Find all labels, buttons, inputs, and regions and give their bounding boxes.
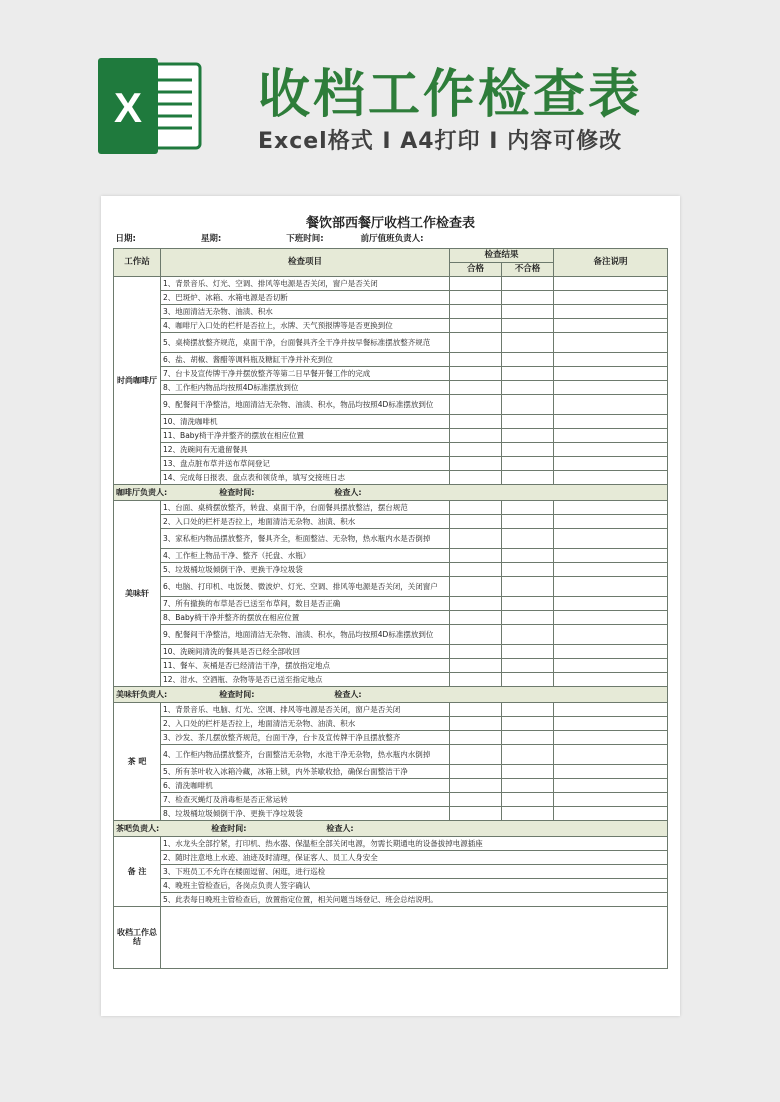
table-row — [114, 456, 668, 470]
fail-cell — [502, 442, 554, 456]
remark-row — [114, 892, 668, 906]
check-item: 1、背景音乐、灯光、空调、排风等电源是否关闭，窗户是否关闭 — [161, 276, 450, 290]
note-cell — [554, 428, 668, 442]
note-cell — [554, 456, 668, 470]
check-item: 6、电脑、打印机、电饭煲、微波炉、灯光、空调、排风等电源是否关闭，关闭窗户 — [161, 576, 450, 596]
document-page — [101, 196, 680, 1016]
summary-row — [114, 906, 668, 968]
note-cell — [554, 442, 668, 456]
table-row — [114, 624, 668, 644]
check-item: 1、背景音乐、电脑、灯光、空调、排风等电源是否关闭，窗户是否关闭 — [161, 702, 450, 716]
subtitle: Excel格式 Ⅰ A4打印 Ⅰ 内容可修改 — [258, 129, 623, 154]
section-footer — [114, 484, 668, 500]
section-footer — [114, 820, 668, 836]
table-row — [114, 290, 668, 304]
pass-cell — [450, 792, 502, 806]
fail-cell — [502, 414, 554, 428]
note-cell — [554, 716, 668, 730]
remark-item: 4、晚班主管检查后，各岗点负责人签字确认 — [161, 878, 668, 892]
check-time-label: 检查时间: — [219, 487, 255, 497]
note-cell — [554, 672, 668, 686]
fail-cell — [502, 500, 554, 514]
pass-cell — [450, 658, 502, 672]
table-row — [114, 548, 668, 562]
section-manager-label: 咖啡厅负责人: — [116, 487, 168, 497]
table-row — [114, 672, 668, 686]
pass-cell — [450, 702, 502, 716]
station-cell: 茶 吧 — [114, 702, 161, 820]
remark-row — [114, 836, 668, 850]
check-item: 12、洗碗间有无遗留餐具 — [161, 442, 450, 456]
sheet-title: 餐饮部西餐厅收档工作检查表 — [305, 216, 475, 231]
check-item: 5、垃圾桶垃圾倾倒干净、更换干净垃圾袋 — [161, 562, 450, 576]
note-cell — [554, 394, 668, 414]
fail-cell — [502, 456, 554, 470]
pass-cell — [450, 366, 502, 380]
date-label: 日期: — [115, 234, 136, 245]
section-footer-row — [114, 484, 668, 500]
pass-cell — [450, 548, 502, 562]
note-cell — [554, 806, 668, 820]
meta-row — [114, 232, 668, 248]
fail-cell — [502, 778, 554, 792]
fail-cell — [502, 352, 554, 366]
table-row — [114, 332, 668, 352]
check-time-label: 检查时间: — [211, 823, 247, 833]
fail-cell — [502, 806, 554, 820]
check-item: 7、检查灭蝇灯及消毒柜是否正常运转 — [161, 792, 450, 806]
inspector-label: 检查人: — [334, 487, 362, 497]
note-cell — [554, 290, 668, 304]
table-row — [114, 528, 668, 548]
check-item: 6、清洗咖啡机 — [161, 778, 450, 792]
table-row — [114, 716, 668, 730]
note-cell — [554, 658, 668, 672]
note-cell — [554, 318, 668, 332]
pass-cell — [450, 380, 502, 394]
check-item: 5、所有茶叶收入冰箱冷藏，冰箱上锁，内外茶歇收拾，确保台面整洁干净 — [161, 764, 450, 778]
fail-cell — [502, 624, 554, 644]
pass-cell — [450, 318, 502, 332]
check-item: 8、Baby椅干净并整齐的摆放在相应位置 — [161, 610, 450, 624]
check-item: 1、台面、桌椅摆放整齐，转盘、桌面干净，台面餐具摆放整洁，摆台规范 — [161, 500, 450, 514]
fail-cell — [502, 596, 554, 610]
check-item: 7、所有撤换的布草是否已送至布草间，数目是否正确 — [161, 596, 450, 610]
fail-cell — [502, 514, 554, 528]
fail-cell — [502, 394, 554, 414]
inspector-label: 检查人: — [334, 689, 362, 699]
table-row — [114, 304, 668, 318]
check-item: 6、盐、胡椒、酱醋等调料瓶及糖缸干净并补充到位 — [161, 352, 450, 366]
fail-cell — [502, 528, 554, 548]
pass-cell — [450, 764, 502, 778]
check-item: 12、泔水、空酒瓶、杂物等是否已送至指定地点 — [161, 672, 450, 686]
table-row — [114, 610, 668, 624]
table-row — [114, 414, 668, 428]
pass-cell — [450, 442, 502, 456]
note-cell — [554, 548, 668, 562]
note-cell — [554, 576, 668, 596]
check-item: 11、餐车、灰桶是否已经清洁干净，摆放指定地点 — [161, 658, 450, 672]
check-item: 2、巴斑炉、冰箱、水箱电源是否切断 — [161, 290, 450, 304]
table-row — [114, 380, 668, 394]
pass-cell — [450, 596, 502, 610]
note-cell — [554, 624, 668, 644]
section-manager-label: 茶吧负责人: — [116, 823, 160, 833]
section-manager-label: 美味轩负责人: — [116, 689, 168, 699]
excel-icon — [96, 58, 204, 154]
pass-cell — [450, 716, 502, 730]
fail-cell — [502, 318, 554, 332]
fail-cell — [502, 744, 554, 764]
note-cell — [554, 702, 668, 716]
fail-cell — [502, 672, 554, 686]
pass-cell — [450, 456, 502, 470]
table-row — [114, 744, 668, 764]
check-item: 4、工作柜上物品干净、整齐（托盘、水瓶） — [161, 548, 450, 562]
manager-label: 前厅值班负责人: — [360, 234, 424, 245]
header-note: 备注说明 — [554, 248, 668, 276]
table-row — [114, 702, 668, 716]
header-result: 检查结果 — [450, 248, 554, 262]
note-cell — [554, 596, 668, 610]
table-row — [114, 470, 668, 484]
check-item: 3、家私柜内物品摆放整齐，餐具齐全，柜面整洁、无杂物，热水瓶内水是否倒掉 — [161, 528, 450, 548]
table-row — [114, 428, 668, 442]
pass-cell — [450, 514, 502, 528]
summary-content — [161, 906, 668, 968]
note-cell — [554, 380, 668, 394]
section-footer-row — [114, 686, 668, 702]
inspector-label: 检查人: — [326, 823, 354, 833]
pass-cell — [450, 352, 502, 366]
note-cell — [554, 352, 668, 366]
section-footer-row — [114, 820, 668, 836]
header-fail: 不合格 — [502, 262, 554, 276]
fail-cell — [502, 610, 554, 624]
note-cell — [554, 730, 668, 744]
check-item: 2、入口处的栏杆是否拉上，地面清洁无杂物、油渍、积水 — [161, 716, 450, 730]
fail-cell — [502, 792, 554, 806]
note-cell — [554, 414, 668, 428]
week-label: 星期: — [200, 234, 222, 245]
table-row — [114, 514, 668, 528]
pass-cell — [450, 470, 502, 484]
check-item: 3、地面清洁无杂物、油渍、积水 — [161, 304, 450, 318]
fail-cell — [502, 548, 554, 562]
pass-cell — [450, 290, 502, 304]
pass-cell — [450, 500, 502, 514]
note-cell — [554, 332, 668, 352]
note-cell — [554, 610, 668, 624]
remarks-station: 备 注 — [114, 836, 161, 906]
note-cell — [554, 304, 668, 318]
fail-cell — [502, 658, 554, 672]
remark-row — [114, 850, 668, 864]
check-time-label: 检查时间: — [219, 689, 255, 699]
note-cell — [554, 744, 668, 764]
check-item: 9、配餐间干净整洁，地面清洁无杂物、油渍、积水，物品均按照4D标准摆放到位 — [161, 394, 450, 414]
pass-cell — [450, 428, 502, 442]
fail-cell — [502, 730, 554, 744]
check-item: 10、清洗咖啡机 — [161, 414, 450, 428]
check-item: 14、完成每日报表、盘点表和领货单，填写交接班日志 — [161, 470, 450, 484]
pass-cell — [450, 730, 502, 744]
note-cell — [554, 792, 668, 806]
header-station: 工作站 — [114, 248, 161, 276]
section-footer — [114, 686, 668, 702]
table-row — [114, 764, 668, 778]
summary-station: 收档工作总结 — [114, 906, 161, 968]
fail-cell — [502, 366, 554, 380]
fail-cell — [502, 290, 554, 304]
pass-cell — [450, 644, 502, 658]
check-item: 13、盘点脏布草并送布草间登记 — [161, 456, 450, 470]
check-item: 4、咖啡厅入口处的栏杆是否拉上，水牌、天气预报牌等是否更换到位 — [161, 318, 450, 332]
pass-cell — [450, 806, 502, 820]
remark-row — [114, 864, 668, 878]
fail-cell — [502, 562, 554, 576]
table-row — [114, 576, 668, 596]
checklist-table — [113, 232, 668, 969]
check-item: 3、沙发、茶几摆放整齐规范，台面干净，台卡及宣传牌干净且摆放整齐 — [161, 730, 450, 744]
fail-cell — [502, 644, 554, 658]
table-row — [114, 318, 668, 332]
table-row — [114, 352, 668, 366]
table-row — [114, 442, 668, 456]
fail-cell — [502, 764, 554, 778]
table-row — [114, 562, 668, 576]
fail-cell — [502, 332, 554, 352]
table-row — [114, 394, 668, 414]
remark-item: 3、下班员工不允许在楼面逗留、闲逛，进行巡检 — [161, 864, 668, 878]
station-cell: 时尚咖啡厅 — [114, 276, 161, 484]
table-row — [114, 730, 668, 744]
table-row — [114, 792, 668, 806]
note-cell — [554, 366, 668, 380]
check-item: 2、入口处的栏杆是否拉上，地面清洁无杂物、油渍、积水 — [161, 514, 450, 528]
remark-item: 1、水龙头全部拧紧，打印机、热水器、保温柜全部关闭电源，勿需长期通电的设备拔掉电源插座 — [161, 836, 668, 850]
header-pass: 合格 — [450, 262, 502, 276]
check-item: 11、Baby椅干净并整齐的摆放在相应位置 — [161, 428, 450, 442]
check-item: 5、桌椅摆放整齐规范，桌面干净，台面餐具齐全干净并按早餐标准摆放整齐规范 — [161, 332, 450, 352]
pass-cell — [450, 562, 502, 576]
remark-item: 2、随时注意地上水迹、油迹及时清理，保证客人、员工人身安全 — [161, 850, 668, 864]
pass-cell — [450, 414, 502, 428]
note-cell — [554, 514, 668, 528]
check-item: 4、工作柜内物品摆放整齐，台面整洁无杂物，水池干净无杂物，热水瓶内水倒掉 — [161, 744, 450, 764]
pass-cell — [450, 778, 502, 792]
pass-cell — [450, 304, 502, 318]
svg-text:X: X — [113, 84, 143, 131]
table-row — [114, 366, 668, 380]
table-row — [114, 806, 668, 820]
note-cell — [554, 764, 668, 778]
fail-cell — [502, 428, 554, 442]
pass-cell — [450, 610, 502, 624]
note-cell — [554, 500, 668, 514]
header-item: 检查项目 — [161, 248, 450, 276]
note-cell — [554, 644, 668, 658]
note-cell — [554, 778, 668, 792]
pass-cell — [450, 576, 502, 596]
pass-cell — [450, 276, 502, 290]
fail-cell — [502, 304, 554, 318]
fail-cell — [502, 702, 554, 716]
remark-item: 5、此表每日晚班主管检查后，放置指定位置，相关问题当场登记、班会总结说明。 — [161, 892, 668, 906]
banner — [0, 0, 780, 195]
pass-cell — [450, 744, 502, 764]
fail-cell — [502, 716, 554, 730]
fail-cell — [502, 276, 554, 290]
fail-cell — [502, 470, 554, 484]
table-row — [114, 500, 668, 514]
check-item: 8、工作柜内物品均按照4D标准摆放到位 — [161, 380, 450, 394]
table-row — [114, 644, 668, 658]
station-cell: 美味轩 — [114, 500, 161, 686]
pass-cell — [450, 394, 502, 414]
fail-cell — [502, 380, 554, 394]
remark-row — [114, 878, 668, 892]
note-cell — [554, 276, 668, 290]
check-item: 9、配餐间干净整洁，地面清洁无杂物、油渍、积水，物品均按照4D标准摆放到位 — [161, 624, 450, 644]
note-cell — [554, 528, 668, 548]
check-item: 7、台卡及宣传牌干净并摆放整齐等第二日早餐开餐工作的完成 — [161, 366, 450, 380]
check-item: 8、垃圾桶垃圾倾倒干净、更换干净垃圾袋 — [161, 806, 450, 820]
main-title: 收档工作检查表 — [258, 65, 644, 125]
table-row — [114, 778, 668, 792]
note-cell — [554, 562, 668, 576]
table-row — [114, 596, 668, 610]
note-cell — [554, 470, 668, 484]
pass-cell — [450, 528, 502, 548]
fail-cell — [502, 576, 554, 596]
pass-cell — [450, 332, 502, 352]
table-row — [114, 658, 668, 672]
check-item: 10、洗碗间清洗的餐具是否已经全部收回 — [161, 644, 450, 658]
pass-cell — [450, 672, 502, 686]
off-time-label: 下班时间: — [286, 234, 324, 245]
pass-cell — [450, 624, 502, 644]
table-row — [114, 276, 668, 290]
